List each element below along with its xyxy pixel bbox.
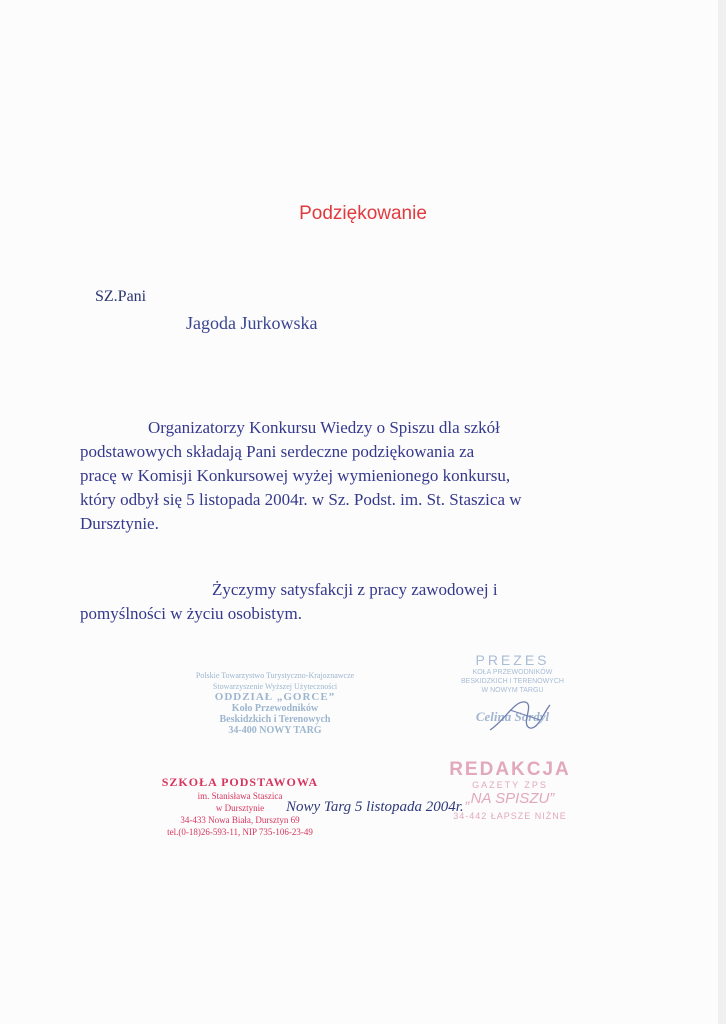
document-title: Podziękowanie: [299, 203, 427, 224]
school-stamp-line: w Dursztynie: [215, 803, 265, 813]
scan-edge: [718, 0, 726, 1024]
prezes-stamp-line: KOŁA PRZEWODNIKÓW: [472, 669, 553, 676]
school-stamp-line: 34-433 Nowa Biała, Dursztyn 69: [180, 815, 300, 825]
pttk-stamp-line: Beskidzkich i Terenowych: [219, 714, 331, 725]
school-stamp-line: tel.(0-18)26-593-11, NIP 735-106-23-49: [167, 827, 313, 837]
body-line: podstawowych składają Pani serdeczne podziękowania za: [80, 442, 475, 461]
place-date: Nowy Targ 5 listopada 2004r.: [286, 799, 464, 815]
body-paragraph: [80, 416, 640, 536]
redakcja-stamp-line: GAZETY ZPS: [472, 780, 548, 790]
wishes-line: pomyślności w życiu osobistym.: [80, 604, 302, 623]
prezes-stamp-line: BESKIDZKICH I TERENOWYCH: [461, 678, 564, 685]
pttk-stamp-line: 34-400 NOWY TARG: [228, 725, 322, 736]
pttk-stamp-line: Stowarzyszenie Wyższej Użyteczności: [212, 682, 338, 691]
prezes-stamp-head: PREZES: [475, 652, 550, 668]
pttk-stamp-branch: ODDZIAŁ „GORCE”: [214, 691, 336, 703]
body-line: Organizatorzy Konkursu Wiedzy o Spiszu dla szkół: [148, 418, 500, 437]
body-line: Dursztynie.: [80, 514, 159, 533]
redakcja-stamp-magazine: „NA SPISZU”: [465, 790, 555, 807]
wishes-line: Życzymy satysfakcji z pracy zawodowej i: [212, 580, 498, 599]
recipient-name: Jagoda Jurkowska: [186, 313, 318, 333]
pttk-stamp-line: Polskie Towarzystwo Turystyczno-Krajoznawcze: [195, 671, 355, 680]
pttk-stamp: [180, 670, 370, 736]
signature-scribble: [480, 690, 560, 740]
body-line: który odbył się 5 listopada 2004r. w Sz. Podst. im. St. Staszica w: [80, 490, 522, 509]
body-line: pracę w Komisji Konkursowej wyżej wymienionego konkursu,: [80, 466, 511, 485]
salutation: SZ.Pani: [95, 288, 147, 305]
redakcja-stamp-head: REDAKCJA: [449, 759, 571, 780]
prezes-stamp-name: Celina Sordyl: [475, 709, 550, 724]
prezes-stamp-line: W NOWYM TARGU: [481, 687, 544, 694]
redakcja-stamp-address: 34-442 ŁAPSZE NIŻNE: [453, 811, 567, 821]
school-stamp-line: im. Stanisława Staszica: [197, 791, 283, 801]
school-stamp-head: SZKOŁA PODSTAWOWA: [161, 775, 319, 789]
wishes-paragraph: [80, 578, 640, 626]
pttk-stamp-line: Koło Przewodników: [231, 703, 319, 714]
